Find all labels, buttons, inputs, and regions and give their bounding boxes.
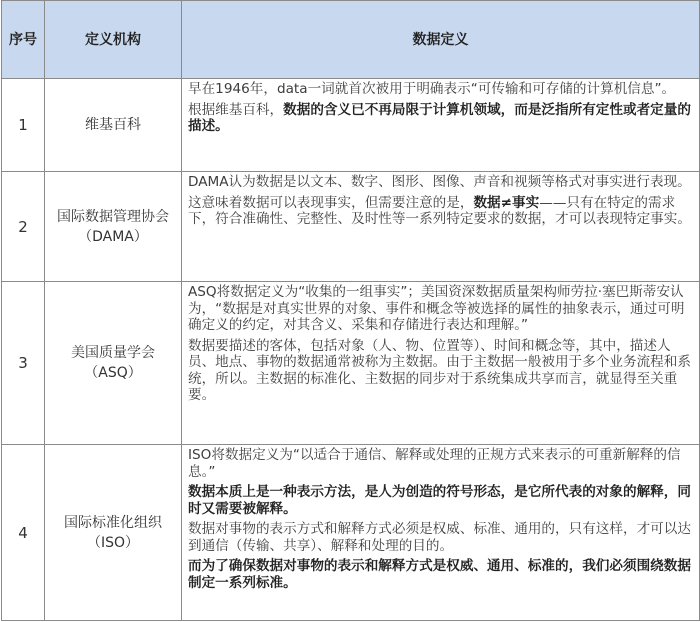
definition-paragraph: DAMA认为数据是以文本、数字、图形、图像、声音和视频等格式对事实进行表现。 (188, 174, 691, 190)
row-organization: 维基百科 (45, 79, 182, 172)
table-row (2, 282, 700, 445)
row-organization: 国际数据管理协会（DAMA） (45, 172, 182, 282)
table-row (2, 79, 700, 172)
definition-paragraph: ISO将数据定义为“以适合于通信、解释或处理的正规方式来表示的可重新解释的信息。” (188, 447, 681, 480)
row-definition (182, 172, 700, 282)
row-number: 3 (2, 282, 45, 445)
row-organization: 国际标准化组织（ISO） (45, 445, 182, 621)
row-number: 1 (2, 79, 45, 172)
row-number: 4 (2, 445, 45, 621)
definition-paragraph: ASQ将数据定义为“收集的一组事实”；美国资深数据质量架构师劳拉·塞巴斯蒂安认为，“数据是对真实世界的对象、事件和概念等被选择的属性的抽象表示，通过可明确定义的约定，对其含义、采集和存储进行表达和理解。” (188, 284, 685, 333)
header-organization: 定义机构 (45, 1, 182, 79)
table-row (2, 445, 700, 621)
definition-paragraph: 早在1946年，data一词就首次被用于明确表示“可传输和可存储的计算机信息”。 (188, 81, 676, 97)
definition-emphasis: 数据本质上是一种表示方法，是人为创造的符号形态，是它所代表的对象的解释，同时又需要被解释。 (188, 484, 691, 517)
definition-text: 根据维基百科， (188, 101, 284, 118)
definition-paragraph: 数据对事物的表示方式和解释方式必须是权威、标准、通用的，只有这样，才可以达到通信（传输、共享）、解释和处理的目的。 (188, 521, 691, 554)
row-definition (182, 282, 700, 445)
header-number: 序号 (2, 1, 45, 79)
table-row (2, 172, 700, 282)
definition-text: 这意味着数据可以表现事实，但需要注意的是， (188, 194, 474, 211)
data-definition-table (1, 0, 700, 621)
row-definition (182, 79, 700, 172)
definition-emphasis: 数据的含义已不再局限于计算机领域，而是泛指所有定性或者定量的描述。 (188, 101, 691, 134)
definition-emphasis: 数据≠事实 (473, 194, 540, 211)
definition-paragraph (188, 102, 695, 135)
row-number: 2 (2, 172, 45, 282)
header-definition: 数据定义 (182, 1, 700, 79)
row-definition (182, 445, 700, 621)
definition-paragraph: 数据要描述的客体，包括对象（人、物、位置等）、时间和概念等，其中，描述人员、地点、事物的数据通常被称为主数据。由于主数据一般被用于多个业务流程和系统，所以。主数据的标准化、主数据的同步对于系统集成共享而言，就显得至关重要。 (188, 337, 691, 403)
row-organization: 美国质量学会（ASQ） (45, 282, 182, 445)
definition-paragraph (188, 195, 695, 228)
definition-emphasis: 而为了确保数据对事物的表示和解释方式是权威、通用、标准的，我们必须围绕数据制定一系列标准。 (188, 558, 691, 591)
definition-text: ——只有在特定的需求下，符合准确性、完整性、及时性等一系列特定要求的数据，才可以表现特定事实。 (188, 194, 691, 227)
header-row (2, 1, 700, 79)
